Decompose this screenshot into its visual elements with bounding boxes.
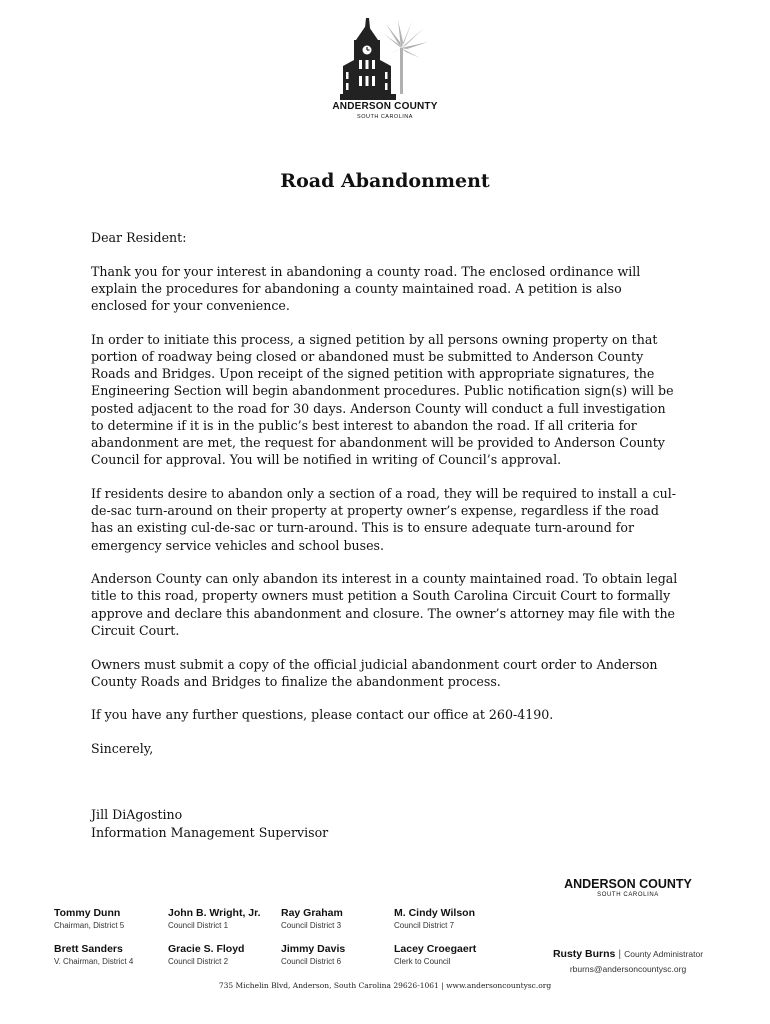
closing: Sincerely,	[91, 741, 154, 757]
council-member	[168, 907, 261, 930]
council-member	[54, 943, 133, 966]
paragraph-court-order: Owners must submit a copy of the official judicial abandonment court order to Anderson County Roads and Bridges to finalize the abandonment process.	[91, 656, 658, 689]
council-member	[394, 907, 475, 930]
council-member-name: Jimmy Davis	[281, 943, 346, 955]
council-clerk	[394, 943, 476, 966]
logo-state-name: SOUTH CAROLINA	[357, 114, 413, 120]
council-member-role: Council District 7	[394, 921, 455, 930]
paragraph-contact: If you have any further questions, please contact our office at 260-4190.	[91, 707, 554, 723]
council-member-name: Gracie S. Floyd	[168, 943, 245, 955]
logo-county-name: ANDERSON COUNTY	[332, 101, 438, 112]
council-member-name: Lacey Croegaert	[394, 943, 477, 955]
letter-body	[91, 229, 681, 841]
paragraph-process: In order to initiate this process, a signed petition by all persons owning property on that portion of roadway being closed or abandoned must be submitted to Anderson County Roads and Bridges. Upon receipt of the signed petition with appropriate signatures, the Engineering Section will begin abandonment procedures. Public notification sign(s) will be posted adjacent to the road for 30 days. Anderson County will conduct a full investigation to determine if it is in the public’s best interest to abandon the road. If all criteria for abandonment are met, the request for abandonment will be provided to Anderson County Council for approval. You will be notified in writing of Council’s approval.	[91, 331, 674, 468]
council-member-name: Ray Graham	[281, 907, 343, 919]
paragraph-intro: Thank you for your interest in abandoning a county road. The enclosed ordinance will explain the procedures for abandoning a county maintained road. A petition is also enclosed for your convenience.	[91, 263, 641, 314]
council-member-role: Council District 6	[281, 957, 342, 966]
document-title: Road Abandonment	[280, 170, 490, 192]
council-member-role: Chairman, District 5	[54, 921, 125, 930]
salutation: Dear Resident:	[91, 230, 187, 245]
council-member-role: Council District 1	[168, 921, 229, 930]
administrator-name: Rusty Burns	[552, 948, 616, 960]
council-member-name: John B. Wright, Jr.	[168, 907, 261, 919]
paragraph-legal-title: Anderson County can only abandon its interest in a county maintained road. To obtain legal title to this road, property owners must petition a South Carolina Circuit Court to formally approve and declare this abandonment and closure. The owner’s attorney may file with the Circuit Court.	[91, 571, 678, 638]
administrator-email: rburns@andersoncountysc.org	[569, 964, 687, 974]
council-member-role: Council District 2	[168, 957, 229, 966]
council-member	[281, 907, 343, 930]
county-administrator	[540, 944, 716, 974]
council-member	[168, 943, 244, 966]
signer-name: Jill DiAgostino	[91, 807, 183, 823]
paragraph-cul-de-sac: If residents desire to abandon only a section of a road, they will be required to install a cul-de-sac turn-around on their property at property owner’s expense, regardless if the road has an existing cul-de-sac or turn-around. This is to ensure adequate turn-around for emergency service vehicles and school buses.	[91, 485, 677, 553]
council-member-role: Clerk to Council	[394, 957, 451, 966]
footer-county-name: ANDERSON COUNTY	[564, 877, 692, 891]
footer-county-logo	[556, 877, 700, 898]
county-logo	[328, 14, 442, 126]
signer-title: Information Management Supervisor	[91, 824, 329, 840]
council-member-name: Tommy Dunn	[54, 907, 121, 919]
council-member-name: M. Cindy Wilson	[394, 907, 475, 919]
courthouse-palmetto-icon	[340, 14, 430, 100]
administrator-role: County Administrator	[624, 949, 704, 959]
council-member	[54, 907, 124, 930]
signature-block	[91, 806, 681, 840]
council-member-name: Brett Sanders	[54, 943, 123, 955]
footer-address: 735 Michelin Blvd, Anderson, South Carolina 29626-1061 | www.andersoncountysc.org	[218, 981, 552, 990]
council-member	[281, 943, 345, 966]
administrator-separator: |	[618, 948, 622, 960]
council-member-role: Council District 3	[281, 921, 342, 930]
footer-state-name: SOUTH CAROLINA	[597, 892, 659, 898]
council-member-role: V. Chairman, District 4	[54, 957, 134, 966]
